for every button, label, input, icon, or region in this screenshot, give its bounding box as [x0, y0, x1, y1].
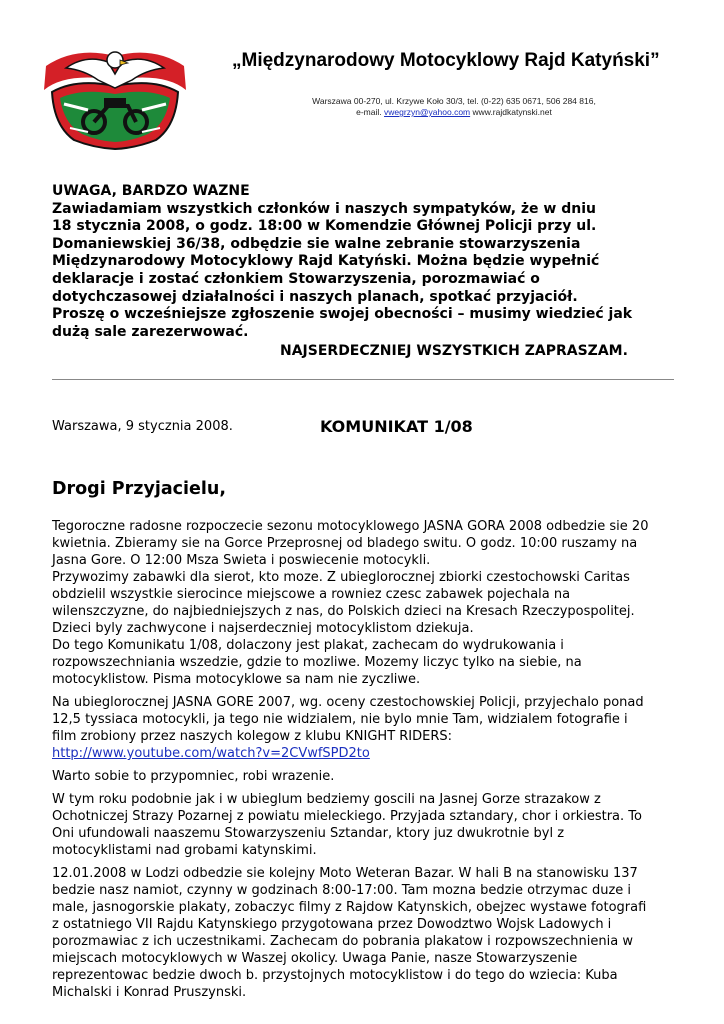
notice-line: 18 stycznia 2008, o godz. 18:00 w Komendzie Głównej Policji przy ul. — [52, 218, 597, 235]
letter-greeting: Drogi Przyjacielu, — [52, 479, 227, 499]
letter-body — [52, 518, 682, 1007]
organization-contact — [284, 96, 624, 118]
text-line: 12,5 tyssiaca motocykli, ja tego nie widzialem, nie bylo mnie Tam, widzialem fotografie i — [52, 712, 628, 727]
address-line: Warszawa 00-270, ul. Krzywe Koło 30/3, tel. (0-22) 635 0671, 506 284 816, — [312, 96, 596, 106]
notice-line: dużą sale zarezerwować. — [52, 323, 249, 340]
text-line: Do tego Komunikatu 1/08, dolaczony jest plakat, zachecam do wydrukowania i — [52, 638, 564, 653]
text-line: male, jasnogorskie plakaty, zobaczyc filmy z Rajdow Katynskich, obejzec wystawe fotografi — [52, 900, 647, 915]
notice-line: Domaniewskiej 36/38, odbędzie sie walne zebranie stowarzyszenia — [52, 235, 581, 252]
email-link[interactable]: vwegrzyn@yahoo.com — [384, 107, 471, 117]
text-line: miejscach motocyklowych w Waszej okolicy. Uwaga Panie, nasze Stowarzyszenie — [52, 951, 578, 966]
organization-title: „Międzynarodowy Motocyklowy Rajd Katyński” — [232, 50, 660, 71]
youtube-link[interactable]: http://www.youtube.com/watch?v=2CVwfSPD2to — [52, 746, 370, 761]
notice-invite: NAJSERDECZNIEJ WSZYSTKICH ZAPRASZAM. — [280, 343, 628, 360]
text-line: porozmawiac z ich uczestnikami. Zachecam do pobrania plakatow i rozpowszechnienia w — [52, 934, 633, 949]
text-line: Przywozimy zabawki dla sierot, kto moze. Z ubieglorocznej zbiorki czestochowski Caritas — [52, 570, 630, 585]
paragraph — [52, 791, 682, 859]
text-line: Michalski i Konrad Pruszynski. — [52, 985, 247, 1000]
text-line: W tym roku podobnie jak i w ubieglum bedziemy goscili na Jasnej Gorze strazakow z — [52, 792, 601, 807]
text-line: rozpowszechniania wszedzie, gdzie to mozliwe. Mozemy liczyc tylko na siebie, na — [52, 655, 582, 670]
text-line: film zrobiony przez naszych kolegow z klubu KNIGHT RIDERS: — [52, 729, 453, 744]
letter-date: Warszawa, 9 stycznia 2008. — [52, 419, 233, 434]
paragraph — [52, 694, 682, 762]
text-line: Oni ufundowali naaszemu Stowarzyszeniu Sztandar, ktory juz dwukrotnie byl z — [52, 826, 565, 841]
letter-title: KOMUNIKAT 1/08 — [320, 417, 473, 436]
text-line: Jasna Gore. O 12:00 Msza Swieta i poswiecenie motocykli. — [52, 553, 431, 568]
notice-line: dotychczasowej działalności i naszych planach, spotkać przyjaciół. — [52, 288, 578, 305]
text-line: Na ubieglorocznej JASNA GORE 2007, wg. oceny czestochowskiej Policji, przyjechalo ponad — [52, 695, 644, 710]
paragraph: Warto sobie to przypomniec, robi wrazenie. — [52, 769, 335, 784]
important-notice — [52, 183, 672, 361]
paragraph — [52, 518, 682, 688]
text-line: reprezentowac bedzie dwoch b. przystojnych motocyklistow i do tego do wziecia: Kuba — [52, 968, 618, 983]
text-line: obdzielil wszystkie sierocince miejscowe a rowniez czesc zabawek pojechala na — [52, 587, 571, 602]
contact-line — [284, 107, 624, 118]
notice-heading: UWAGA, BARDZO WAZNE — [52, 183, 250, 199]
text-line: kwietnia. Zbieramy sie na Gorce Przeprosnej od bladego switu. O godz. 10:00 ruszamy na — [52, 536, 638, 551]
website-text: www.rajdkatynski.net — [472, 107, 552, 117]
text-line: bedzie nasz namiot, czynny w godzinach 8:00-17:00. Tam mozna bedzie otrzymac duze i — [52, 883, 632, 898]
text-line: motocyklistow. Pisma motocyklowe sa nam nie zyczliwe. — [52, 672, 421, 687]
email-prefix: e-mail. — [356, 107, 382, 117]
text-line: Dzieci byly zachwycone i najserdeczniej motocyklistom dziekuja. — [52, 621, 474, 636]
notice-line: Proszę o wcześniejsze zgłoszenie swojej obecności – musimy wiedzieć jak — [52, 306, 633, 323]
text-line: motocyklistami nad grobami katynskimi. — [52, 843, 317, 858]
text-line: z ostatniego VII Rajdu Katynskiego przygotowana przez Dowodztwo Wojsk Ladowych i — [52, 917, 612, 932]
section-divider — [52, 379, 674, 380]
eagle-motorcycle-emblem-icon — [36, 28, 194, 152]
text-line: 12.01.2008 w Lodzi odbedzie sie kolejny Moto Weteran Bazar. W hali B na stanowisku 137 — [52, 866, 638, 881]
notice-line: deklaracje i zostać członkiem Stowarzyszenia, porozmawiać o — [52, 270, 540, 287]
notice-line: Zawiadamiam wszystkich członków i naszych sympatyków, że w dniu — [52, 200, 596, 217]
text-line: Ochotniczej Strazy Pozarnej z powiatu mieleckiego. Przyjada sztandary, chor i orkiestra. To — [52, 809, 642, 824]
notice-line: Międzynarodowy Motocyklowy Rajd Katyński. Można będzie wypełnić — [52, 253, 600, 270]
text-line: Tegoroczne radosne rozpoczecie sezonu motocyklowego JASNA GORA 2008 odbedzie sie 20 — [52, 519, 649, 534]
paragraph — [52, 865, 682, 1001]
text-line: wilenszczyzne, do najbiedniejszych z nas, do Polskich dzieci na Kresach Rzeczypospolitej. — [52, 604, 635, 619]
